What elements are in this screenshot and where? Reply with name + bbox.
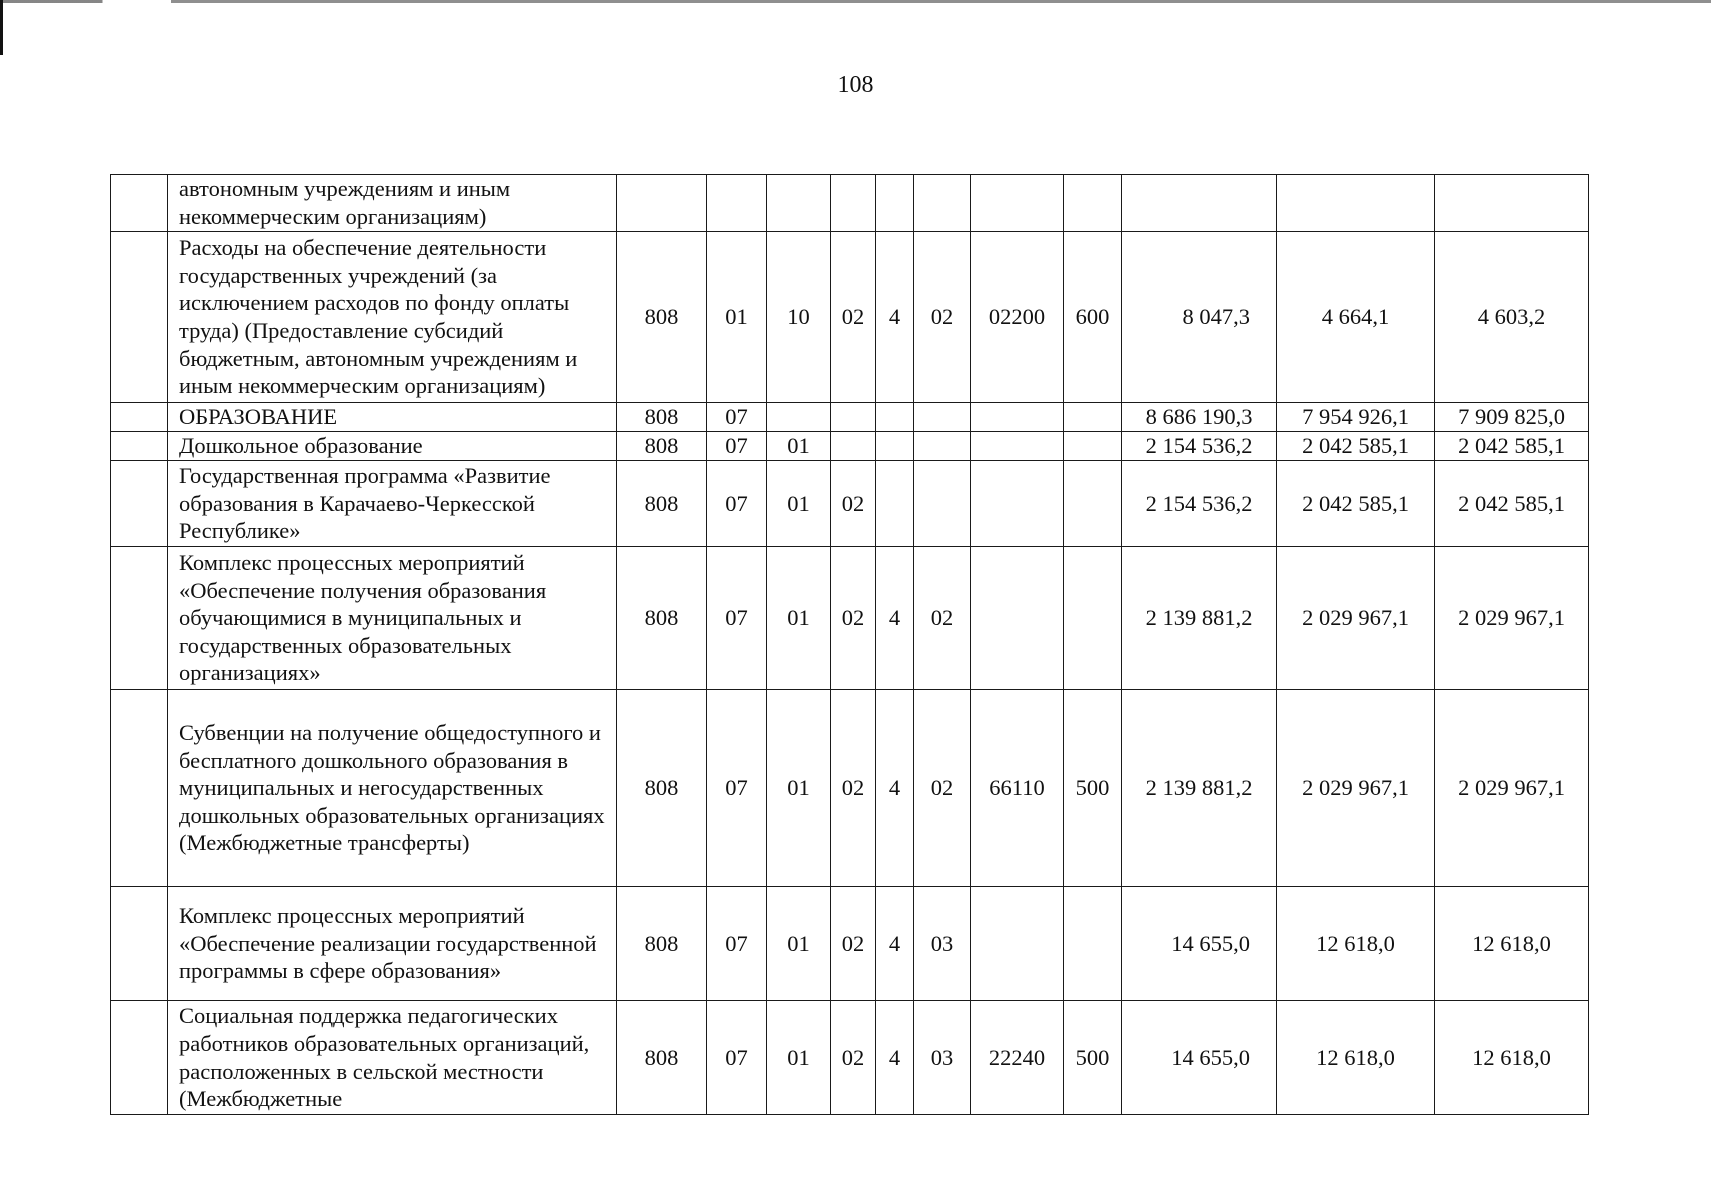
program-code-cell: 02 <box>831 232 876 403</box>
direction-code-cell <box>971 403 1064 432</box>
program-code-cell: 02 <box>831 547 876 690</box>
direction-code-cell: 02200 <box>971 232 1064 403</box>
program-code-cell <box>831 403 876 432</box>
complex-code-cell: 03 <box>914 1001 971 1115</box>
section-code-cell: 07 <box>707 690 767 887</box>
expense-type-code-cell <box>1064 547 1122 690</box>
subsection-code-cell: 01 <box>767 1001 831 1115</box>
item-name-cell: Комплекс процессных мероприятий «Обеспечение реализации государственной программы в сфере образования» <box>168 887 617 1001</box>
ministry-code-cell: 808 <box>617 232 707 403</box>
table-row <box>111 175 1589 232</box>
ministry-code-cell <box>617 175 707 232</box>
expense-type-code-cell <box>1064 887 1122 1001</box>
program-type-code-cell: 4 <box>876 547 914 690</box>
program-type-code-cell <box>876 432 914 461</box>
amount-cell-3: 2 029 967,1 <box>1435 547 1589 690</box>
table-row <box>111 690 1589 887</box>
amount-cell-3: 2 029 967,1 <box>1435 690 1589 887</box>
budget-table <box>110 174 1589 1115</box>
amount-cell-2: 7 954 926,1 <box>1277 403 1435 432</box>
table-row <box>111 232 1589 403</box>
amount-cell-1 <box>1122 175 1277 232</box>
table-row <box>111 403 1589 432</box>
section-code-cell: 07 <box>707 461 767 547</box>
table-row <box>111 461 1589 547</box>
item-name-cell: Государственная программа «Развитие образования в Карачаево-Черкесской Республике» <box>168 461 617 547</box>
item-name-cell: Расходы на обеспечение деятельности государственных учреждений (за исключением расходов по фонду оплаты труда) (Предоставление субсидий бюджетным, автономным учреждениям и иным некоммерческим организациям) <box>168 232 617 403</box>
row-number-cell <box>111 175 168 232</box>
section-code-cell: 07 <box>707 403 767 432</box>
direction-code-cell <box>971 432 1064 461</box>
item-name-cell: Субвенции на получение общедоступного и бесплатного дошкольного образования в муниципальных и негосударственных дошкольных образовательных организациях (Межбюджетные трансферты) <box>168 690 617 887</box>
amount-cell-3: 7 909 825,0 <box>1435 403 1589 432</box>
table-row <box>111 547 1589 690</box>
amount-cell-3: 12 618,0 <box>1435 1001 1589 1115</box>
expense-type-code-cell: 500 <box>1064 1001 1122 1115</box>
program-code-cell <box>831 432 876 461</box>
ministry-code-cell: 808 <box>617 432 707 461</box>
amount-cell-2: 2 029 967,1 <box>1277 690 1435 887</box>
program-type-code-cell: 4 <box>876 1001 914 1115</box>
row-number-cell <box>111 403 168 432</box>
subsection-code-cell: 01 <box>767 432 831 461</box>
complex-code-cell <box>914 432 971 461</box>
item-name-cell: ОБРАЗОВАНИЕ <box>168 403 617 432</box>
item-name-cell: Социальная поддержка педагогических работников образовательных организаций, расположенных в сельской местности (Межбюджетные <box>168 1001 617 1115</box>
program-code-cell: 02 <box>831 1001 876 1115</box>
complex-code-cell: 02 <box>914 232 971 403</box>
amount-cell-3: 2 042 585,1 <box>1435 461 1589 547</box>
table-row <box>111 432 1589 461</box>
expense-type-code-cell: 500 <box>1064 690 1122 887</box>
direction-code-cell <box>971 547 1064 690</box>
amount-cell-1: 8 686 190,3 <box>1122 403 1277 432</box>
section-code-cell: 07 <box>707 887 767 1001</box>
table-row <box>111 1001 1589 1115</box>
subsection-code-cell: 01 <box>767 887 831 1001</box>
ministry-code-cell: 808 <box>617 887 707 1001</box>
program-code-cell <box>831 175 876 232</box>
expense-type-code-cell <box>1064 461 1122 547</box>
section-code-cell: 07 <box>707 547 767 690</box>
program-type-code-cell <box>876 461 914 547</box>
complex-code-cell <box>914 403 971 432</box>
amount-cell-2: 4 664,1 <box>1277 232 1435 403</box>
direction-code-cell <box>971 175 1064 232</box>
amount-cell-2: 2 042 585,1 <box>1277 432 1435 461</box>
amount-cell-1: 14 655,0 <box>1122 1001 1277 1115</box>
direction-code-cell: 66110 <box>971 690 1064 887</box>
expense-type-code-cell <box>1064 403 1122 432</box>
section-code-cell: 07 <box>707 1001 767 1115</box>
table-row <box>111 887 1589 1001</box>
complex-code-cell: 03 <box>914 887 971 1001</box>
amount-cell-3: 2 042 585,1 <box>1435 432 1589 461</box>
amount-cell-2: 2 029 967,1 <box>1277 547 1435 690</box>
program-type-code-cell: 4 <box>876 887 914 1001</box>
ministry-code-cell: 808 <box>617 1001 707 1115</box>
section-code-cell <box>707 175 767 232</box>
subsection-code-cell <box>767 403 831 432</box>
row-number-cell <box>111 461 168 547</box>
item-name-cell: Комплекс процессных мероприятий «Обеспечение получения образования обучающимися в муниципальных и государственных образовательных организациях» <box>168 547 617 690</box>
section-code-cell: 07 <box>707 432 767 461</box>
amount-cell-1: 2 154 536,2 <box>1122 461 1277 547</box>
program-code-cell: 02 <box>831 887 876 1001</box>
expense-type-code-cell <box>1064 175 1122 232</box>
program-type-code-cell <box>876 175 914 232</box>
subsection-code-cell: 10 <box>767 232 831 403</box>
amount-cell-1: 2 139 881,2 <box>1122 690 1277 887</box>
program-code-cell: 02 <box>831 690 876 887</box>
subsection-code-cell <box>767 175 831 232</box>
amount-cell-3: 4 603,2 <box>1435 232 1589 403</box>
program-type-code-cell: 4 <box>876 690 914 887</box>
row-number-cell <box>111 432 168 461</box>
row-number-cell <box>111 690 168 887</box>
scan-edge <box>0 0 1711 3</box>
expense-type-code-cell: 600 <box>1064 232 1122 403</box>
amount-cell-1: 2 154 536,2 <box>1122 432 1277 461</box>
amount-cell-1: 2 139 881,2 <box>1122 547 1277 690</box>
row-number-cell <box>111 547 168 690</box>
row-number-cell <box>111 232 168 403</box>
amount-cell-3: 12 618,0 <box>1435 887 1589 1001</box>
direction-code-cell <box>971 461 1064 547</box>
row-number-cell <box>111 1001 168 1115</box>
direction-code-cell: 22240 <box>971 1001 1064 1115</box>
amount-cell-2: 12 618,0 <box>1277 887 1435 1001</box>
complex-code-cell: 02 <box>914 690 971 887</box>
section-code-cell: 01 <box>707 232 767 403</box>
complex-code-cell <box>914 175 971 232</box>
item-name-cell: Дошкольное образование <box>168 432 617 461</box>
program-type-code-cell <box>876 403 914 432</box>
scan-edge <box>0 0 3 55</box>
ministry-code-cell: 808 <box>617 690 707 887</box>
complex-code-cell: 02 <box>914 547 971 690</box>
direction-code-cell <box>971 887 1064 1001</box>
page-number: 108 <box>837 72 874 98</box>
subsection-code-cell: 01 <box>767 547 831 690</box>
program-code-cell: 02 <box>831 461 876 547</box>
program-type-code-cell: 4 <box>876 232 914 403</box>
item-name-cell: автономным учреждениям и иным некоммерческим организациям) <box>168 175 617 232</box>
amount-cell-2 <box>1277 175 1435 232</box>
ministry-code-cell: 808 <box>617 547 707 690</box>
row-number-cell <box>111 887 168 1001</box>
expense-type-code-cell <box>1064 432 1122 461</box>
ministry-code-cell: 808 <box>617 461 707 547</box>
ministry-code-cell: 808 <box>617 403 707 432</box>
subsection-code-cell: 01 <box>767 461 831 547</box>
amount-cell-2: 12 618,0 <box>1277 1001 1435 1115</box>
amount-cell-1: 8 047,3 <box>1122 232 1277 403</box>
complex-code-cell <box>914 461 971 547</box>
amount-cell-3 <box>1435 175 1589 232</box>
subsection-code-cell: 01 <box>767 690 831 887</box>
amount-cell-1: 14 655,0 <box>1122 887 1277 1001</box>
amount-cell-2: 2 042 585,1 <box>1277 461 1435 547</box>
